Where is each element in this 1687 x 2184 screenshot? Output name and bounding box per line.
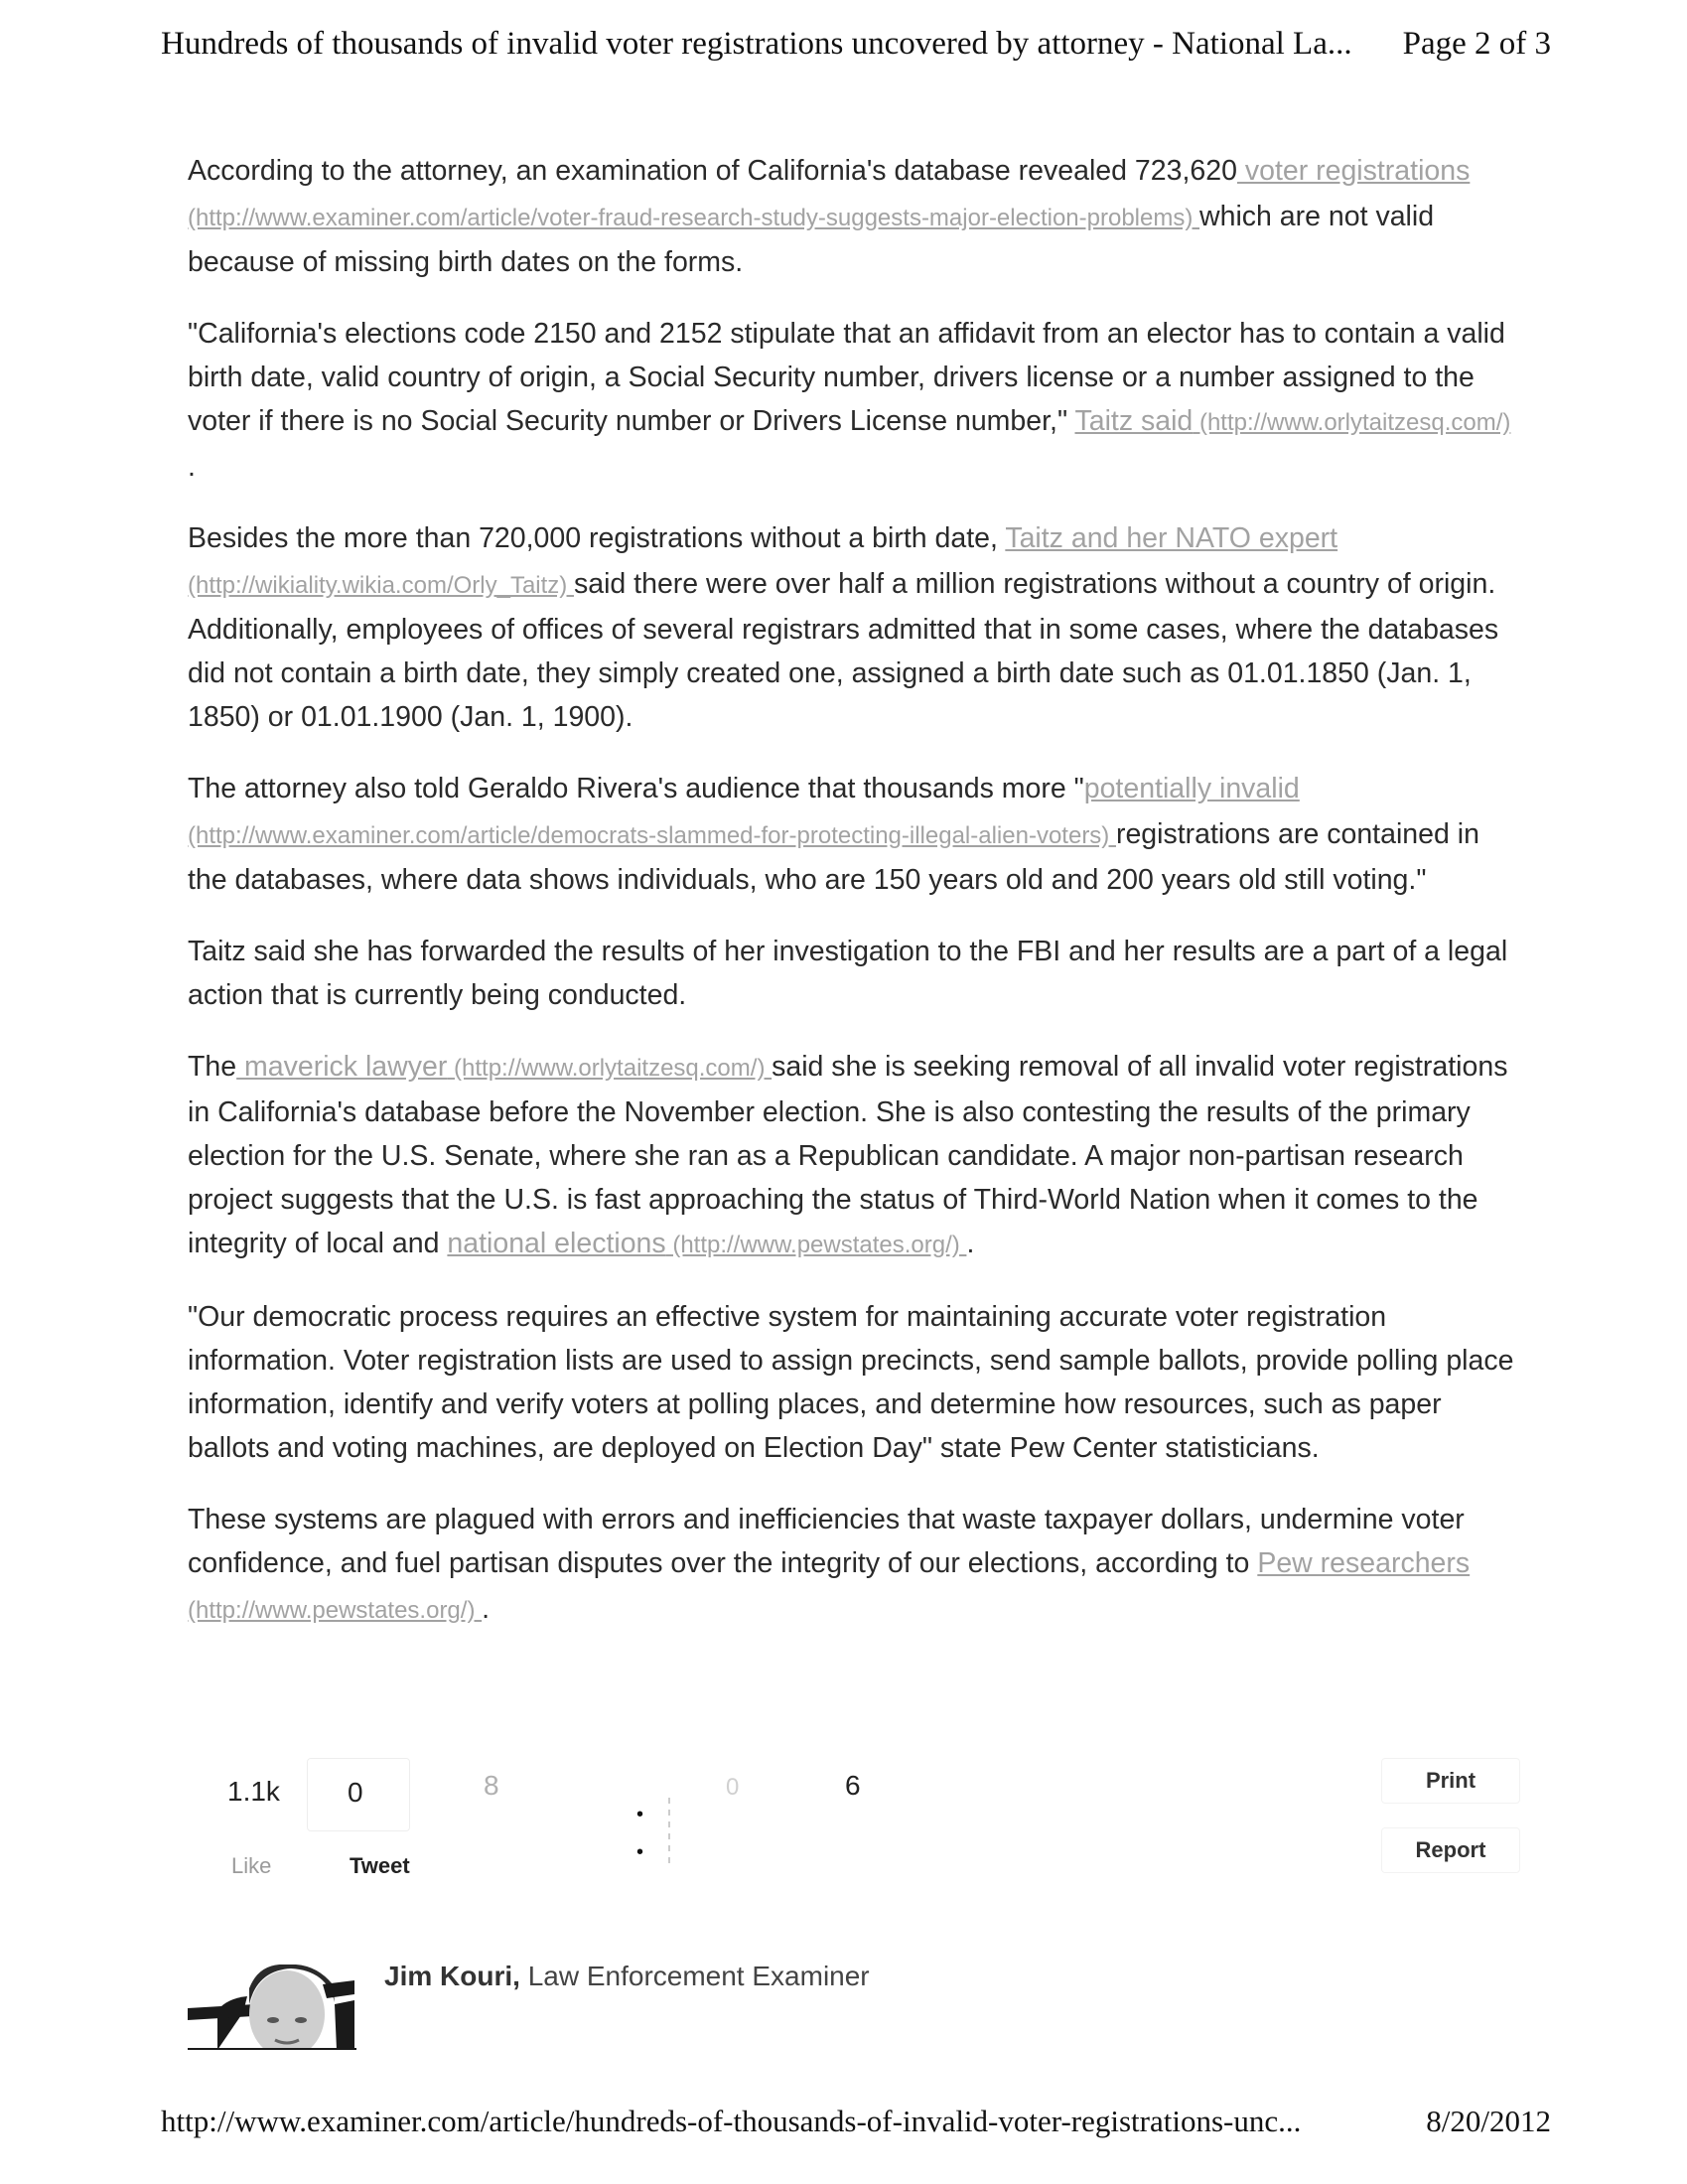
like-count: 1.1k (227, 1776, 280, 1807)
print-page-number: Page 2 of 3 (1402, 26, 1551, 62)
dot-icon: • (636, 1841, 644, 1863)
link-text: voter registrations (1236, 155, 1471, 187)
share-more-dots[interactable] (636, 1796, 643, 1871)
link-url: (http://www.examiner.com/article/voter-fraud-research-study-suggests-major-election-problems) (188, 205, 1200, 231)
paragraph-7: "Our democratic process requires an effective system for maintaining accurate voter registration information. Voter registration lists are used to assign precincts, send sample ballots, provide polling place information, identify and verify voters at polling places, and determine how resources, such as paper ballots and voting machines, are deployed on Election Day" state Pew Center statisticians. (188, 1301, 1514, 1464)
print-header (161, 26, 1551, 63)
dot-icon: • (636, 1804, 644, 1825)
link-url: (http://wikiality.wikia.com/Orly_Taitz) (188, 572, 574, 599)
link-url: (http://www.examiner.com/article/democrats-slammed-for-protecting-illegal-alien-voters) (188, 822, 1116, 849)
paragraph-8 (188, 1498, 1523, 1633)
link-text: potentially invalid (1083, 773, 1300, 804)
taitz-said-link[interactable] (1074, 405, 1510, 437)
link-text: national elections (447, 1228, 666, 1259)
link-text: Taitz and her NATO expert (1005, 522, 1338, 554)
print-footer (161, 2104, 1551, 2139)
paragraph-text: . (966, 1228, 975, 1259)
paragraph-4 (188, 767, 1523, 902)
link-text: Taitz said (1074, 405, 1194, 437)
paragraph-text: said there were over half a million registrations without a country of origin. Additionally, employees of offices of several registrars admitted that in some cases, where the databases did not contain a birth date, they simply created one, assigned a birth date such as 01.01.1850 (Jan. 1, 1850) or 01.01.1900 (Jan. 1, 1900). (188, 568, 1499, 733)
paragraph-text: These systems are plagued with errors and inefficiencies that waste taxpayer dollars, undermine voter confidence, and fuel partisan disputes over the integrity of our elections, according to (188, 1504, 1465, 1579)
paragraph-2 (188, 312, 1523, 489)
paragraph-text: registrations are contained in the databases, where data shows individuals, who are 150 years old and 200 years old still voting." (188, 818, 1479, 896)
print-date: 8/20/2012 (1426, 2104, 1551, 2138)
author-byline (188, 1957, 1181, 2056)
national-elections-link[interactable] (447, 1228, 966, 1259)
paragraph-text: According to the attorney, an examination of California's database revealed 723,620 (188, 155, 1237, 187)
like-button[interactable]: Like (231, 1853, 272, 1878)
paragraph-text: . (188, 451, 196, 483)
author-role: Law Enforcement Examiner (519, 1961, 870, 1991)
maverick-lawyer-link[interactable] (236, 1051, 772, 1083)
paragraph-6 (188, 1045, 1523, 1267)
link-text: maverick lawyer (236, 1051, 448, 1083)
print-page-title: Hundreds of thousands of invalid voter registrations uncovered by attorney - National La... (161, 26, 1352, 62)
print-button[interactable]: Print (1381, 1758, 1520, 1804)
tweet-count: 0 (348, 1777, 363, 1808)
link-url: (http://www.orlytaitzesq.com/) (1193, 409, 1511, 436)
author-line (384, 1961, 870, 1992)
author-photo-icon (188, 1965, 356, 2050)
paragraph-5: Taitz said she has forwarded the results of her investigation to the FBI and her results are a part of a legal action that is currently being conducted. (188, 936, 1508, 1011)
paragraph-3 (188, 516, 1523, 739)
paragraph-text: The attorney also told Geraldo Rivera's audience that thousands more " (188, 773, 1084, 804)
paragraph-text: . (482, 1593, 491, 1625)
paragraph-text: said she is seeking removal of all invalid voter registrations in California's database before the November election. She is also contesting the results of the primary election for the U.S. Senate, where she ran as a Republican candidate. A major non-partisan research project suggests that the U.S. is fast approaching the status of Third-World Nation when it comes to the integrity of local and (188, 1051, 1508, 1259)
share-count[interactable]: 0 (726, 1774, 740, 1801)
comment-count[interactable]: 6 (845, 1770, 861, 1801)
tweet-count-box (307, 1758, 410, 1831)
link-url: (http://www.orlytaitzesq.com/) (447, 1055, 773, 1082)
paragraph-text: Besides the more than 720,000 registrations without a birth date, (188, 522, 1006, 554)
link-url: (http://www.pewstates.org/) (188, 1597, 483, 1624)
report-button[interactable]: Report (1381, 1827, 1520, 1873)
paragraph-text: The (188, 1051, 237, 1083)
paragraph-text: "California's elections code 2150 and 2152 stipulate that an affidavit from an elector has to contain a valid birth date, valid country of origin, a Social Security number, drivers license or a number assigned to the voter if there is no Social Security number or Drivers License number," (188, 318, 1505, 437)
tweet-button[interactable]: Tweet (350, 1853, 410, 1878)
paragraph-text: which are not valid because of missing birth dates on the forms. (188, 201, 1435, 278)
link-url: (http://www.pewstates.org/) (665, 1232, 967, 1258)
article-body (188, 149, 1523, 1661)
print-page-url: http://www.examiner.com/article/hundreds-of-thousands-of-invalid-voter-registrations-unc... (161, 2104, 1302, 2138)
paragraph-1 (188, 149, 1523, 284)
social-share-bar (188, 1758, 1523, 1907)
author-name[interactable]: Jim Kouri, (384, 1961, 520, 1991)
dashed-divider (668, 1798, 670, 1867)
author-avatar[interactable] (188, 1965, 356, 2050)
link-text: Pew researchers (1257, 1547, 1471, 1579)
google-plus-count[interactable]: 8 (484, 1770, 499, 1801)
